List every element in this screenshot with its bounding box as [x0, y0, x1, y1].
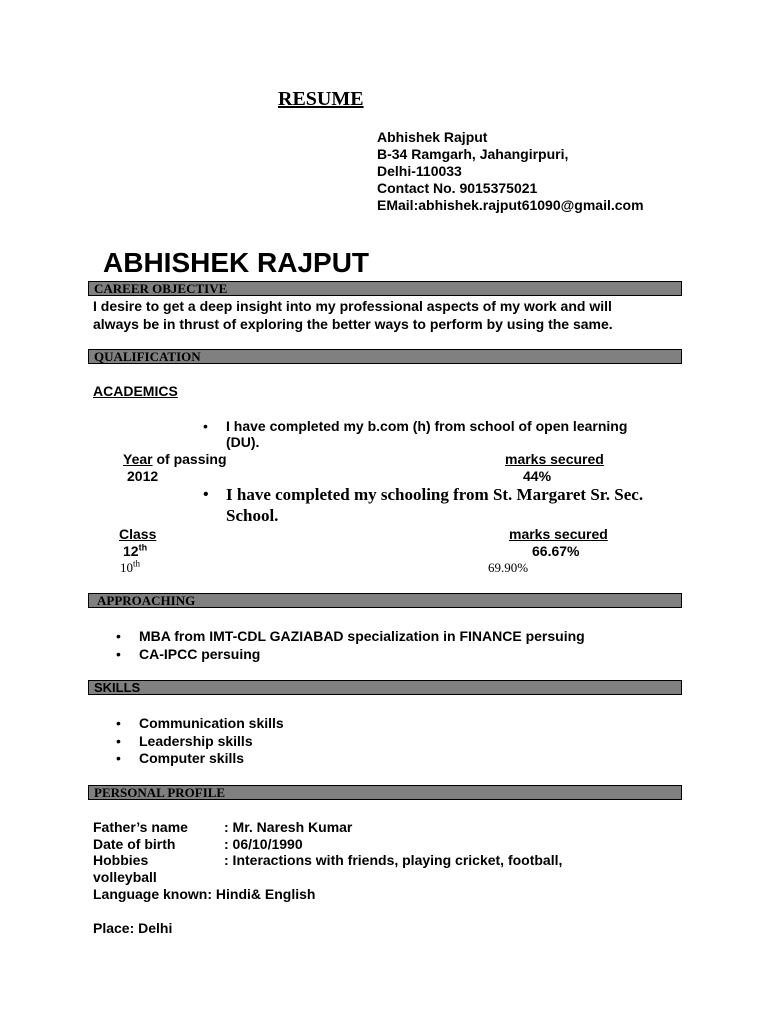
approaching-item-1: MBA from IMT-CDL GAZIABAD specialization in FINANCE persuing — [139, 628, 585, 644]
marks-secured-header-2: marks secured — [509, 526, 608, 542]
class-12-num: 12 — [123, 543, 139, 559]
hobbies-continued: volleyball — [93, 869, 157, 885]
section-bar-career-objective — [88, 281, 682, 296]
class-header: Class — [119, 526, 157, 542]
marks-secured-header: marks secured — [505, 451, 604, 467]
skills-item-1: Communication skills — [139, 715, 284, 731]
academics-title: ACADEMICS — [93, 383, 178, 399]
approaching-item-2: CA-IPCC persuing — [139, 646, 261, 662]
year-rest: of passing — [152, 451, 227, 467]
year-underlined: Year — [123, 451, 153, 467]
section-bar-personal-profile — [88, 785, 682, 800]
career-text-line2: always be in thrust of exploring the better ways to perform by using the same. — [93, 316, 613, 332]
skills-item-2: Leadership skills — [139, 733, 253, 749]
section-title: APPROACHING — [97, 593, 196, 608]
contact-email: EMail:abhishek.rajput61090@gmail.com — [377, 197, 644, 213]
bullet-icon: • — [116, 628, 121, 644]
big-name: ABHISHEK RAJPUT — [103, 247, 370, 278]
father-value: : Mr. Naresh Kumar — [224, 819, 353, 835]
year-of-passing-header — [123, 451, 227, 468]
section-bar-qualification — [88, 349, 682, 364]
school-line2: School. — [226, 506, 279, 525]
contact-address-line2: Delhi-110033 — [377, 163, 462, 179]
dob-label: Date of birth — [93, 836, 176, 852]
section-title: SKILLS — [94, 680, 141, 695]
contact-phone: Contact No. 9015375021 — [377, 180, 538, 196]
place: Place: Delhi — [93, 920, 173, 936]
class-12-sup: th — [138, 542, 148, 553]
bullet-icon: • — [116, 750, 121, 766]
bullet-icon: • — [116, 733, 121, 749]
class-10-sup: th — [133, 558, 141, 569]
class-12 — [123, 543, 147, 560]
section-title: QUALIFICATION — [94, 349, 201, 364]
contact-name: Abhishek Rajput — [377, 129, 488, 145]
skills-item-3: Computer skills — [139, 750, 245, 766]
year-value: 2012 — [127, 468, 159, 484]
hobbies-label: Hobbies — [93, 852, 149, 868]
bcom-marks: 44% — [523, 468, 552, 484]
school-line1: I have completed my schooling from St. Margaret Sr. Sec. — [226, 485, 644, 504]
language-known: Language known: Hindi& English — [93, 886, 316, 902]
section-title: CAREER OBJECTIVE — [94, 281, 228, 296]
section-bar-skills — [88, 680, 682, 695]
father-label: Father’s name — [93, 819, 188, 835]
section-title: PERSONAL PROFILE — [94, 785, 226, 800]
bullet-icon: • — [116, 646, 121, 662]
dob-value: : 06/10/1990 — [224, 836, 303, 852]
bcom-line1: I have completed my b.com (h) from school of open learning — [226, 418, 628, 434]
class-10-num: 10 — [120, 560, 133, 575]
bullet-icon: • — [116, 715, 121, 731]
career-text-line1: I desire to get a deep insight into my professional aspects of my work and will — [93, 298, 612, 314]
contact-address-line1: B-34 Ramgarh, Jahangirpuri, — [377, 146, 569, 162]
resume-heading: RESUME — [278, 88, 364, 110]
class-10 — [120, 560, 140, 576]
section-bar-approaching — [88, 593, 682, 608]
bullet-icon: • — [203, 486, 209, 503]
marks-10: 69.90% — [488, 560, 529, 575]
bullet-icon: • — [203, 418, 208, 434]
hobbies-value: : Interactions with friends, playing cricket, football, — [224, 852, 563, 868]
marks-12: 66.67% — [532, 543, 580, 559]
bcom-line2: (DU). — [226, 434, 260, 450]
